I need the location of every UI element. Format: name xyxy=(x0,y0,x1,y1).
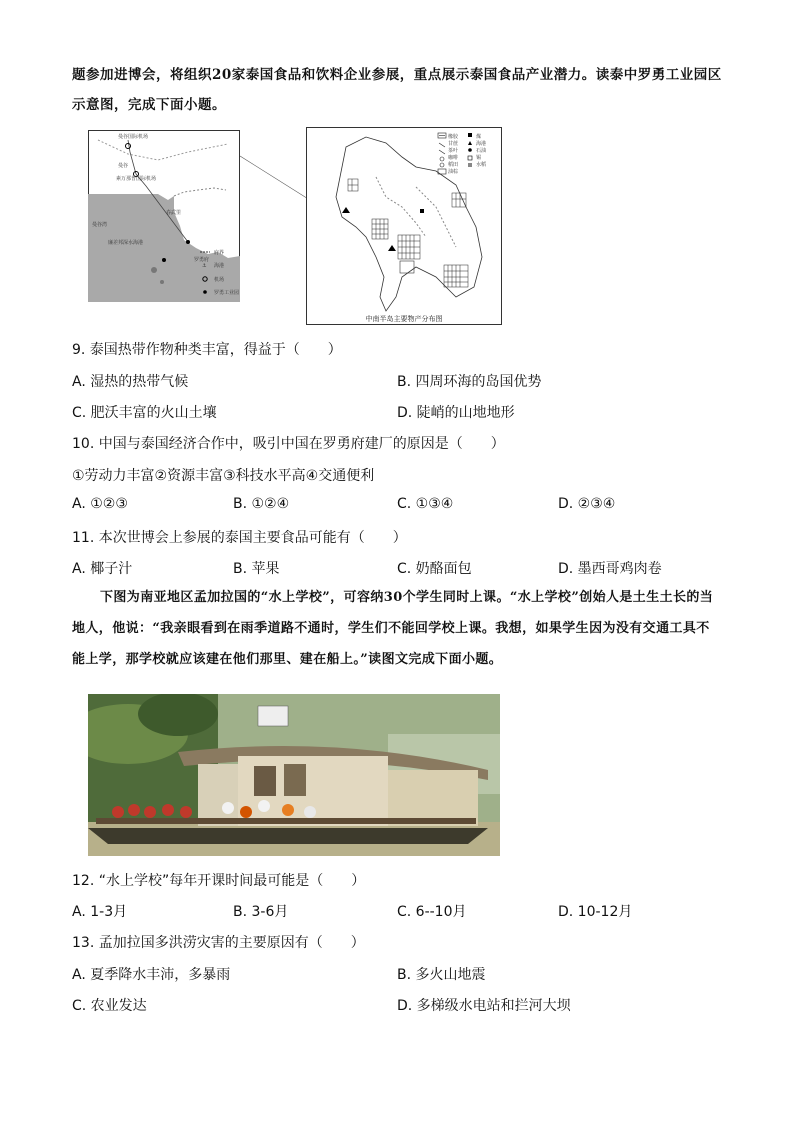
svg-text:府界: 府界 xyxy=(214,250,225,256)
question-9-stem: 9. 泰国热带作物种类丰富，得益于（ ） xyxy=(72,342,342,358)
svg-text:机场: 机场 xyxy=(214,277,225,283)
q10-option-a[interactable]: A. ①②③ xyxy=(72,496,128,512)
map-label: 曼谷湾 xyxy=(92,222,108,228)
svg-text:海港: 海港 xyxy=(476,141,487,147)
q9-option-b[interactable]: B. 四周环海的岛国优势 xyxy=(397,374,542,390)
svg-text:茶叶: 茶叶 xyxy=(448,148,459,154)
anchor-icon: ⚓ xyxy=(202,263,207,269)
question-11-stem: 11. 本次世博会上参展的泰国主要食品可能有（ ） xyxy=(72,530,407,546)
svg-text:锡: 锡 xyxy=(476,155,482,161)
q9-option-c[interactable]: C. 肥沃丰富的火山土壤 xyxy=(72,405,217,421)
svg-text:油棕: 油棕 xyxy=(448,169,459,175)
question-12-stem: 12. “水上学校”每年开课时间最可能是（ ） xyxy=(72,873,366,889)
q11-option-d[interactable]: D. 墨西哥鸡肉卷 xyxy=(558,561,662,577)
map-label: 素万那普国际机场 xyxy=(116,176,157,182)
q12-option-d[interactable]: D. 10-12月 xyxy=(558,904,633,920)
q11-option-a[interactable]: A. 椰子汁 xyxy=(72,561,133,577)
q13-option-d[interactable]: D. 多梯级水电站和拦河大坝 xyxy=(397,998,571,1014)
intro-paragraph: 题参加进博会，将组织20家泰国食品和饮料企业参展，重点展示泰国食品产业潜力。读泰中罗勇工业园区示意图，完成下面小题。 xyxy=(72,67,722,113)
q13-option-b[interactable]: B. 多火山地震 xyxy=(397,967,486,983)
map-label: 春武里 xyxy=(166,210,182,216)
q9-option-a[interactable]: A. 湿热的热带气候 xyxy=(72,374,189,390)
question-13-stem: 13. 孟加拉国多洪涝灾害的主要原因有（ ） xyxy=(72,935,365,951)
rayong-industrial-park-map xyxy=(88,130,240,302)
question-10-items: ①劳动力丰富②资源丰富③科技水平高④交通便利 xyxy=(72,468,375,484)
water-school-paragraph: 下图为南亚地区孟加拉国的“水上学校”，可容纳30个学生同时上课。“水上学校”创始人是土生土长的当地人，他说：“我亲眼看到在雨季道路不通时，学生们不能回学校上课。我想，如果学生因为没有交通工具不能上学，那学校就应该建在他们那里、建在船上。”读图文完成下面小题。 xyxy=(72,590,714,667)
svg-text:稻田: 稻田 xyxy=(448,162,459,168)
svg-text:煤: 煤 xyxy=(476,134,482,140)
svg-text:罗勇工业园: 罗勇工业园 xyxy=(214,290,240,296)
indochina-products-map xyxy=(306,127,502,325)
svg-text:石油: 石油 xyxy=(476,148,487,154)
q13-option-c[interactable]: C. 农业发达 xyxy=(72,998,147,1014)
svg-text:水稻: 水稻 xyxy=(476,162,487,168)
svg-text:咖啡: 咖啡 xyxy=(448,155,459,161)
map-label: 曼谷 xyxy=(118,163,129,169)
q10-option-d[interactable]: D. ②③④ xyxy=(558,496,616,512)
svg-text:甘蔗: 甘蔗 xyxy=(448,141,459,147)
map-label: 廉差邦深水海港 xyxy=(108,240,144,246)
q12-option-b[interactable]: B. 3-6月 xyxy=(233,904,289,920)
water-school-photo xyxy=(88,694,500,856)
q10-option-b[interactable]: B. ①②④ xyxy=(233,496,290,512)
q10-option-c[interactable]: C. ①③④ xyxy=(397,496,454,512)
q12-option-c[interactable]: C. 6--10月 xyxy=(397,904,467,920)
map-label: 罗勇府 xyxy=(194,257,210,263)
q9-option-d[interactable]: D. 陡峭的山地地形 xyxy=(397,405,515,421)
q11-option-c[interactable]: C. 奶酪面包 xyxy=(397,561,472,577)
q12-option-a[interactable]: A. 1-3月 xyxy=(72,904,128,920)
q13-option-a[interactable]: A. 夏季降水丰沛，多暴雨 xyxy=(72,967,231,983)
map-caption: 中南半岛主要物产分布图 xyxy=(365,315,443,323)
map-label: 曼谷国际机场 xyxy=(118,134,149,140)
svg-text:橡胶: 橡胶 xyxy=(448,134,459,140)
svg-text:海港: 海港 xyxy=(214,263,225,269)
q11-option-b[interactable]: B. 苹果 xyxy=(233,561,280,577)
question-10-stem: 10. 中国与泰国经济合作中，吸引中国在罗勇府建厂的原因是（ ） xyxy=(72,436,505,452)
